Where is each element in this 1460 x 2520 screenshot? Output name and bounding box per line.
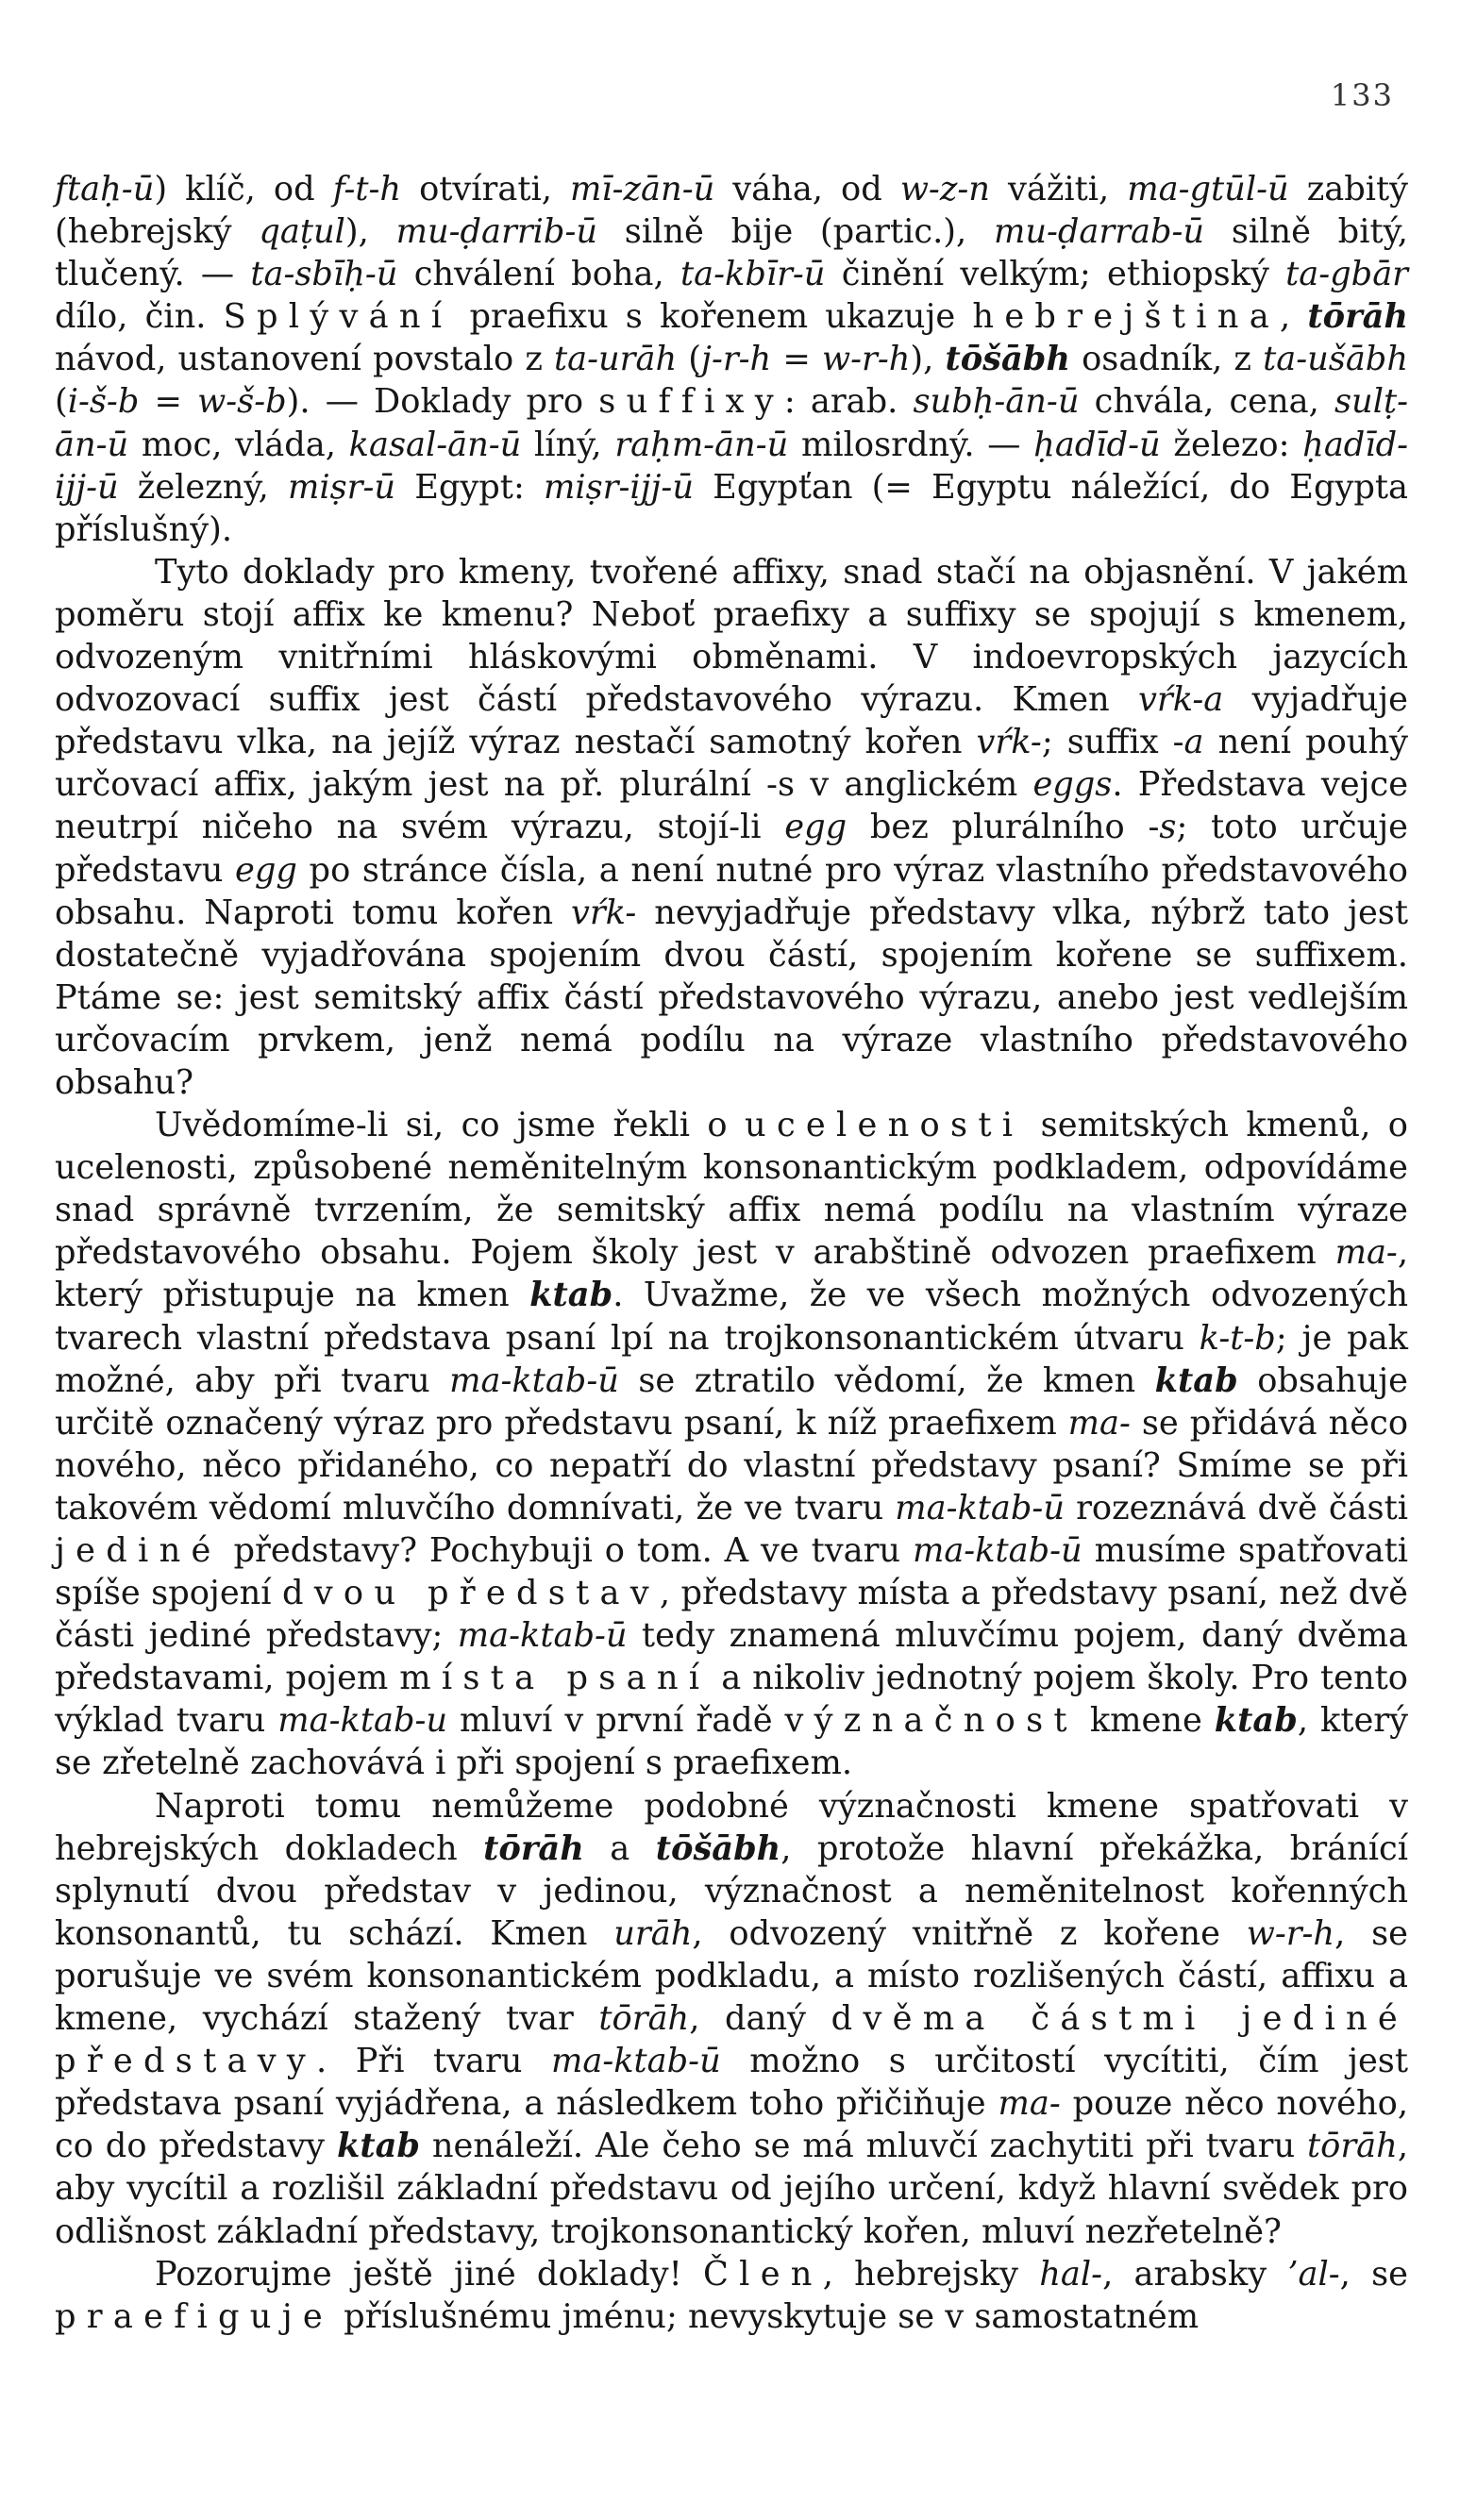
italic-term: s bbox=[1159, 808, 1177, 847]
text-run: ; suffix - bbox=[1041, 723, 1184, 762]
text-run: a nikoliv jednotný pojem školy. Pro tento výklad tvaru bbox=[55, 1659, 1408, 1741]
italic-term: vŕk-a bbox=[1138, 680, 1224, 720]
text-run: líný, bbox=[521, 425, 615, 464]
italic-term: egg bbox=[784, 808, 847, 847]
text-run: činění velkým; ethiopský bbox=[825, 255, 1286, 294]
text-run: dílo, čin. bbox=[55, 297, 224, 337]
text-run: osadník, z bbox=[1069, 340, 1264, 379]
paragraph-3 bbox=[55, 1104, 1408, 1785]
text-run: obsahuje určitě označený výraz pro představu psaní, k níž praefixem bbox=[55, 1360, 1408, 1443]
italic-term: ’al- bbox=[1287, 2254, 1340, 2294]
bold-term: ktab bbox=[1154, 1360, 1238, 1400]
text-run: Pozorujme ještě jiné doklady! bbox=[155, 2254, 703, 2294]
text-run: se přidává něco nového, něco přidaného, co nepatří do vlastní představy psaní? Smíme se při takovém vědomí mluvčího domnívati, že ve tvaru bbox=[55, 1403, 1409, 1527]
text-run: , se porušuje ve svém konsonantickém podkladu, a místo rozlišených částí, affixu a kmene, vychází stažený tvar bbox=[55, 1913, 1408, 2039]
italic-term: ta-kbīr-ū bbox=[680, 255, 826, 294]
italic-term: ma-ktab-ū bbox=[912, 1531, 1082, 1570]
bold-term: tōšābh bbox=[655, 1828, 781, 1868]
paragraph-5 bbox=[55, 2253, 1408, 2338]
italic-term: mu-ḍarrib-ū bbox=[395, 212, 598, 252]
italic-term: w-z-n bbox=[899, 170, 990, 209]
spaced-emphasis: Splývání bbox=[223, 297, 453, 337]
italic-term: ma- bbox=[1334, 1233, 1398, 1273]
text-run: = bbox=[139, 382, 198, 422]
text-run: zabitý (hebrejský bbox=[55, 170, 1409, 252]
text-run: chvála, cena, bbox=[1079, 382, 1334, 422]
text-run: . Při tvaru bbox=[316, 2042, 551, 2081]
text-run: : arab. bbox=[783, 382, 914, 422]
italic-term: tōrāh bbox=[598, 1999, 690, 2039]
italic-term: ma-ktab-ū bbox=[457, 1616, 628, 1656]
text-run: musíme spatřovati spíše spojení bbox=[55, 1531, 1408, 1613]
italic-term: ma- bbox=[998, 2084, 1061, 2124]
bold-term: tōrāh bbox=[1307, 297, 1408, 337]
text-run: , arabsky bbox=[1102, 2254, 1288, 2294]
italic-term: subḥ-ān-ū bbox=[913, 382, 1080, 422]
text-run: se ztratilo vědomí, že kmen bbox=[618, 1360, 1155, 1400]
bold-term: ktab bbox=[529, 1276, 613, 1315]
paragraph-1 bbox=[55, 168, 1408, 551]
italic-term: k-t-b bbox=[1199, 1318, 1276, 1358]
text-run: moc, vláda, bbox=[128, 425, 349, 464]
italic-term: ftaḥ-ū bbox=[55, 170, 155, 209]
italic-term: f-t-h bbox=[332, 170, 402, 209]
text-run: ; je pak možné, aby při tvaru bbox=[55, 1318, 1408, 1400]
text-run: ; toto určuje představu bbox=[55, 808, 1408, 890]
text-run: . Představa vejce neutrpí ničeho na svém výrazu, stojí-li bbox=[55, 765, 1409, 847]
text-run: příslušnému jménu; nevyskytuje se v samostatném bbox=[333, 2296, 1200, 2336]
italic-term: w-r-h bbox=[1246, 1913, 1335, 1953]
italic-term: ḥadīd-ū bbox=[1033, 425, 1161, 464]
spaced-emphasis: význačnost bbox=[784, 1701, 1078, 1741]
bold-term: ktab bbox=[1214, 1701, 1298, 1741]
text-run: po stránce čísla, a není nutné pro výraz vlastního představového obsahu. Naproti tomu kořen bbox=[55, 850, 1408, 932]
italic-term: raḥm-ān-ū bbox=[614, 425, 789, 464]
text-run: praefixu s kořenem ukazuje bbox=[452, 297, 973, 337]
italic-term: a bbox=[1183, 723, 1204, 762]
italic-term: kasal-ān-ū bbox=[348, 425, 522, 464]
text-run: nevyjadřuje představy vlka, nýbrž tato jest dostatečně vyjadřována spojením dvou částí, spojením kořene se suffixem. Ptáme se: jest semitský affix částí představového výrazu, anebo jest vedlejším určovacím prvkem, jenž nemá podílu na výraze vlastního představového obsahu? bbox=[55, 893, 1408, 1102]
text-run: Naproti tomu nemůžeme podobné význačnosti kmene spatřovati v hebrejských dokladech bbox=[55, 1786, 1408, 1868]
italic-term: w-š-b bbox=[197, 382, 287, 422]
italic-term: qaṭul bbox=[259, 212, 345, 252]
body-text bbox=[55, 168, 1408, 2338]
spaced-emphasis: ucelenosti bbox=[745, 1106, 1024, 1145]
italic-term: ta-gbār bbox=[1285, 255, 1408, 294]
text-run: silně bitý, tlučený. — bbox=[55, 212, 1408, 294]
paragraph-4 bbox=[55, 1785, 1408, 2253]
text-run: = bbox=[771, 340, 822, 379]
italic-term: ma- bbox=[1067, 1403, 1131, 1443]
text-run: představy? Pochybuji o tom. A ve tvaru bbox=[221, 1531, 913, 1570]
text-run: ( bbox=[55, 382, 68, 422]
text-run: tedy znamená mluvčímu pojem, daný dvěma představami, pojem bbox=[55, 1616, 1408, 1698]
text-run: návod, ustanovení povstalo z bbox=[55, 340, 555, 379]
italic-term: ma-ktab-ū bbox=[449, 1360, 619, 1400]
spaced-emphasis: místa psaní bbox=[399, 1659, 711, 1698]
text-run: ) klíč, od bbox=[154, 170, 333, 209]
italic-term: miṣr-ijj-ū bbox=[543, 467, 694, 507]
text-run: ), bbox=[344, 212, 396, 252]
text-run: možno s určitostí vycítiti, čím jest představa psaní vyjádřena, a následkem toho přičiňuje bbox=[55, 2042, 1408, 2124]
italic-term: w-r-h bbox=[821, 340, 911, 379]
spaced-emphasis: dvěma částmi jediné představy bbox=[55, 1999, 1408, 2081]
italic-term: egg bbox=[235, 850, 297, 890]
paragraph-2 bbox=[55, 551, 1408, 1104]
text-run: , odvozený vnitřně z kořene bbox=[692, 1913, 1247, 1953]
text-run: Egypťan (= Egyptu náležící, do Egypta příslušný). bbox=[55, 467, 1409, 549]
text-run: chválení boha, bbox=[397, 255, 680, 294]
text-run: ), bbox=[910, 340, 946, 379]
spaced-emphasis: suffixy bbox=[598, 382, 784, 422]
text-run: . Uvažme, že ve všech možných odvozených tvarech vlastní představa psaní lpí na trojkonsonantickém útvaru bbox=[55, 1276, 1409, 1358]
text-run: , hebrejsky bbox=[822, 2254, 1040, 2294]
spaced-emphasis: Člen bbox=[703, 2254, 823, 2294]
page-number: 133 bbox=[1330, 77, 1394, 113]
text-run: , protože hlavní překážka, bránící splynutí dvou představ v jedinou, význačnost a neměnitelnost kořenných konsonantů, tu schází. Kmen bbox=[55, 1828, 1408, 1953]
text-run: váha, od bbox=[714, 170, 900, 209]
text-run: pouze něco nového, co do představy bbox=[55, 2084, 1409, 2166]
italic-term: vŕk- bbox=[570, 893, 637, 932]
text-run: vyjadřuje představu vlka, na jejíž výraz nestačí samotný kořen bbox=[55, 680, 1408, 762]
text-run: silně bije (partic.), bbox=[597, 212, 994, 252]
italic-term: ta-ušābh bbox=[1263, 340, 1408, 379]
text-run: bez plurálního - bbox=[847, 808, 1160, 847]
text-run: Uvědomíme-li si, co jsme řekli o bbox=[155, 1106, 746, 1145]
text-run: milosrdný. — bbox=[788, 425, 1034, 464]
italic-term: tōrāh bbox=[1307, 2127, 1398, 2166]
text-run: kmene bbox=[1077, 1701, 1215, 1741]
italic-term: hal- bbox=[1039, 2254, 1103, 2294]
text-run: Tyto doklady pro kmeny, tvořené affixy, snad stačí na objasnění. V jakém poměru stojí affix ke kmenu? Neboť praefixy a suffixy se spojují s kmenem, odvozeným vnitřními hláskovými obměnami. V indoevropských jazycích odvozovací suffix jest částí představového výrazu. Kmen bbox=[55, 552, 1408, 720]
text-run: , daný bbox=[689, 1999, 831, 2039]
text-run: a bbox=[583, 1828, 656, 1868]
italic-term: ta-urāh bbox=[554, 340, 678, 379]
text-run: otvírati, bbox=[401, 170, 570, 209]
italic-term: mu-ḍarrab-ū bbox=[993, 212, 1205, 252]
text-run: mluví v první řadě bbox=[447, 1701, 785, 1741]
italic-term: ḥadīd-ijj-ū bbox=[55, 425, 1408, 507]
italic-term: i-š-b bbox=[67, 382, 140, 422]
text-run: ). — Doklady pro bbox=[286, 382, 599, 422]
bold-term: ktab bbox=[336, 2127, 420, 2166]
text-run: nenáleží. Ale čeho se má mluvčí zachytiti při tvaru bbox=[419, 2127, 1308, 2166]
text-run: , který přistupuje na kmen bbox=[55, 1233, 1408, 1315]
text-run: , který se zřetelně zachovává i při spojení s praefixem. bbox=[55, 1701, 1408, 1783]
text-run: semitských kmenů, o ucelenosti, způsobené neměnitelným konsonantickým podkladem, odpovídáme snad správně tvrzením, že semitský affix nemá podílu na vlastním výraze představového obsahu. Pojem školy jest v arabštině odvozen praefixem bbox=[55, 1106, 1408, 1273]
text-run: , bbox=[1279, 297, 1308, 337]
text-run: ( bbox=[677, 340, 702, 379]
italic-term: mī-zān-ū bbox=[570, 170, 715, 209]
text-run: , aby vycítil a rozlišil základní představu od jejího určení, když hlavní svědek pro odlišnost základní představy, trojkonsonantický kořen, mluví nezřetelně? bbox=[55, 2127, 1408, 2251]
italic-term: ma-gtūl-ū bbox=[1127, 170, 1289, 209]
italic-term: miṣr-ū bbox=[287, 467, 396, 507]
text-run: železný, bbox=[118, 467, 288, 507]
bold-term: tōšābh bbox=[945, 340, 1070, 379]
text-run: není pouhý určovací affix, jakým jest na př. plurální -s v anglickém bbox=[55, 723, 1409, 805]
italic-term: j-r-h bbox=[701, 340, 772, 379]
italic-term: sulṭ-ān-ū bbox=[55, 382, 1408, 464]
italic-term: ma-ktab-ū bbox=[550, 2042, 721, 2081]
italic-term: urāh bbox=[613, 1913, 693, 1953]
text-run: , představy místa a představy psaní, než dvě části jediné představy; bbox=[55, 1574, 1408, 1656]
spaced-emphasis: dvou představ bbox=[282, 1574, 660, 1613]
text-run: , se bbox=[1339, 2254, 1408, 2294]
spaced-emphasis: hebrejština bbox=[972, 297, 1280, 337]
italic-term: ma-ktab-u bbox=[277, 1701, 448, 1741]
italic-term: vŕk- bbox=[976, 723, 1042, 762]
italic-term: ta-sbīḥ-ū bbox=[250, 255, 398, 294]
text-run: železo: bbox=[1160, 425, 1303, 464]
bold-term: tōrāh bbox=[483, 1828, 584, 1868]
spaced-emphasis: jediné bbox=[55, 1531, 222, 1570]
text-run: vážiti, bbox=[989, 170, 1128, 209]
italic-term: eggs bbox=[1032, 765, 1113, 805]
italic-term: ma-ktab-ū bbox=[895, 1488, 1065, 1527]
text-run: rozeznává dvě části bbox=[1065, 1488, 1409, 1527]
spaced-emphasis: praefiguje bbox=[55, 2296, 333, 2336]
text-run: Egypt: bbox=[395, 467, 544, 507]
